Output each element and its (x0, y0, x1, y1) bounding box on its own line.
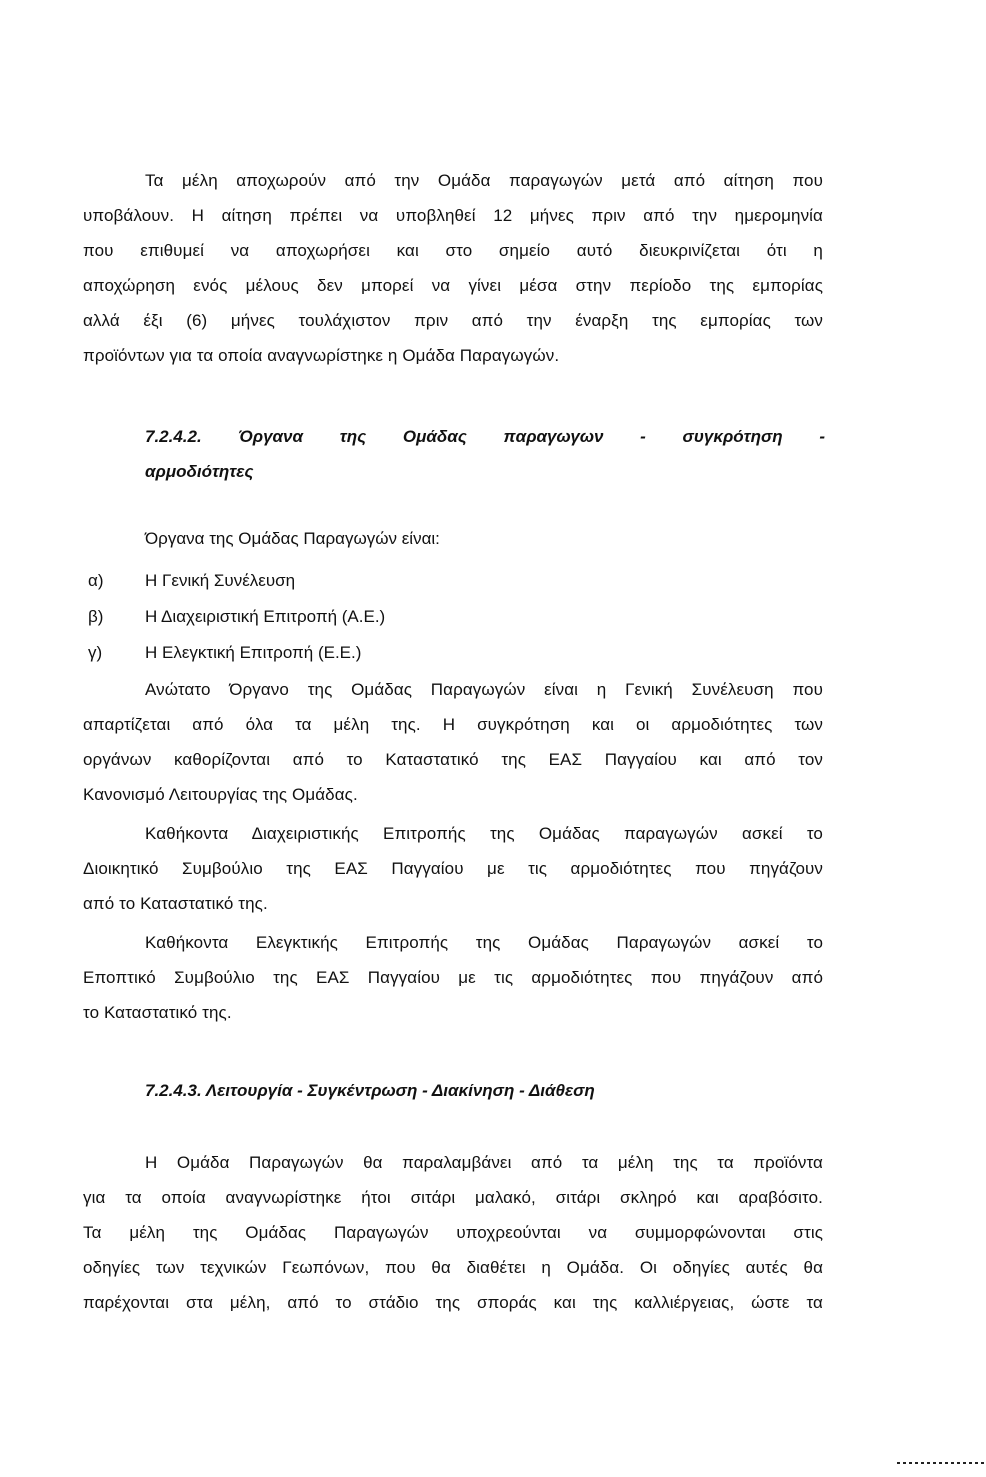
paragraph-audit-committee (83, 925, 823, 1030)
list-item-text: Η Διαχειριστική Επιτροπή (Α.Ε.) (145, 607, 386, 626)
text-line: Διοικητικό Συμβούλιο της ΕΑΣ Παγγαίου με τις αρμοδιότητες που πηγάζουν (83, 859, 823, 878)
list-marker: β) (88, 607, 104, 626)
list-item (88, 599, 385, 634)
text-line: Εποπτικό Συμβούλιο της ΕΑΣ Παγγαίου με τις αρμοδιότητες που πηγάζουν από (83, 968, 823, 987)
list-item-text: Η Γενική Συνέλευση (145, 571, 296, 590)
text-line: υποβάλουν. Η αίτηση πρέπει να υποβληθεί 12 μήνες πριν από την ημερομηνία (83, 206, 823, 225)
list-item-text: Η Ελεγκτική Επιτροπή (Ε.Ε.) (145, 643, 362, 662)
text-line: Ανώτατο Όργανο της Ομάδας Παραγωγών είναι η Γενική Συνέλευση που (145, 680, 823, 699)
paragraph-operation (83, 1145, 823, 1320)
text-line: Η Ομάδα Παραγωγών θα παραλαμβάνει από τα μέλη της τα προϊόντα (145, 1153, 823, 1172)
scan-edge-mark (897, 1462, 986, 1464)
section-heading-organs (145, 419, 825, 489)
text-line: οργάνων καθορίζονται από το Καταστατικό της ΕΑΣ Παγγαίου και από τον (83, 750, 823, 769)
text-line: προϊόντων για τα οποία αναγνωρίστηκε η Ομάδα Παραγωγών. (83, 346, 560, 365)
paragraph-management-committee (83, 816, 823, 921)
text-line: Καθήκοντα Ελεγκτικής Επιτροπής της Ομάδας Παραγωγών ασκεί το (145, 933, 823, 952)
text-line: Τα μέλη της Ομάδας Παραγωγών υποχρεούνται να συμμορφώνονται στις (83, 1223, 823, 1242)
text-line: αλλά έξι (6) μήνες τουλάχιστον πριν από την έναρξη της εμπορίας των (83, 311, 823, 330)
text-line: που επιθυμεί να αποχωρήσει και στο σημείο αυτό διευκρινίζεται ότι η (83, 241, 823, 260)
organs-intro: Όργανα της Ομάδας Παραγωγών είναι: (145, 529, 440, 548)
list-marker: α) (88, 571, 104, 590)
paragraph-general-assembly (83, 672, 823, 812)
text-line: Τα μέλη αποχωρούν από την Ομάδα παραγωγών μετά από αίτηση που (145, 171, 823, 190)
paragraph-withdrawal (83, 163, 823, 373)
text-line: το Καταστατικό της. (83, 1003, 232, 1022)
list-marker: γ) (88, 643, 103, 662)
text-line: οδηγίες των τεχνικών Γεωπόνων, που θα διαθέτει η Ομάδα. Οι οδηγίες αυτές θα (83, 1258, 823, 1277)
text-line: Καθήκοντα Διαχειριστικής Επιτροπής της Ομάδας παραγωγών ασκεί το (145, 824, 823, 843)
list-item (88, 635, 361, 670)
text-line: για τα οποία αναγνωρίστηκε ήτοι σιτάρι μαλακό, σιτάρι σκληρό και αραβόσιτο. (83, 1188, 823, 1207)
heading-line: αρμοδιότητες (145, 462, 254, 481)
text-line: Κανονισμό Λειτουργίας της Ομάδας. (83, 785, 358, 804)
list-item (88, 563, 295, 598)
heading-line: 7.2.4.2. Όργανα της Ομάδας παραγωγων - συγκρότηση - (145, 427, 825, 446)
text-line: αποχώρηση ενός μέλους δεν μπορεί να γίνει μέσα στην περίοδο της εμπορίας (83, 276, 823, 295)
text-line: απαρτίζεται από όλα τα μέλη της. Η συγκρότηση και οι αρμοδιότητες των (83, 715, 823, 734)
section-heading-operation: 7.2.4.3. Λειτουργία - Συγκέντρωση - Διακίνηση - Διάθεση (145, 1081, 595, 1100)
text-line: παρέχονται στα μέλη, από το στάδιο της σποράς και της καλλιέργειας, ώστε τα (83, 1293, 823, 1312)
text-line: από το Καταστατικό της. (83, 894, 268, 913)
